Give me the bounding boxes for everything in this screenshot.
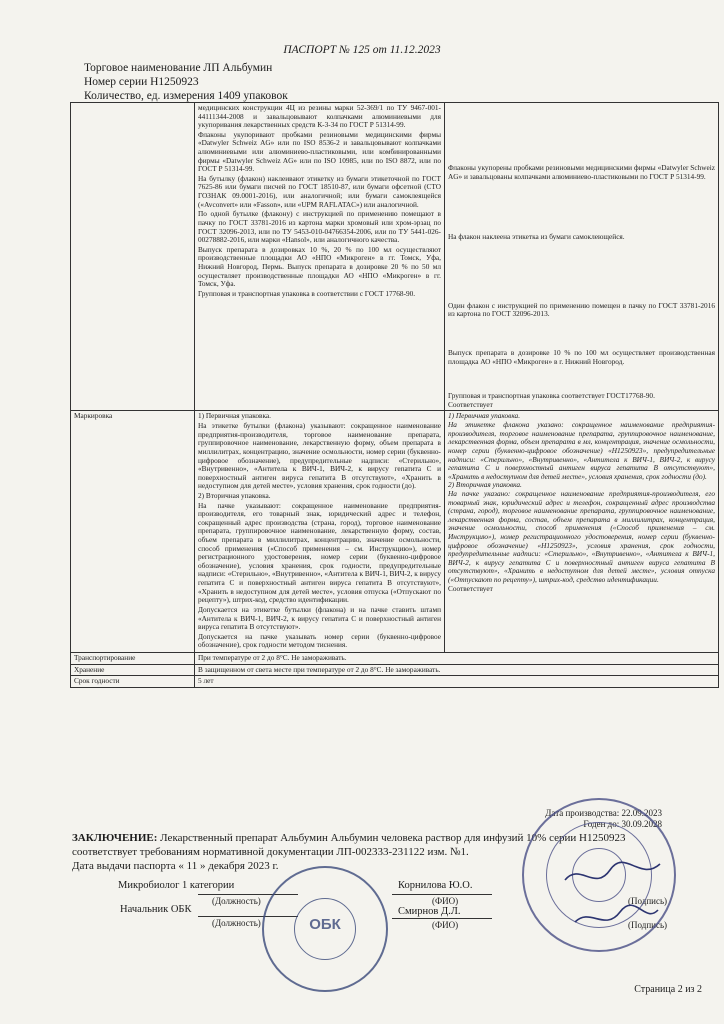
expiry-date: Годен до: 30.09.2028 — [583, 819, 662, 829]
signer2-sign-caption: (Подпись) — [628, 920, 668, 930]
conclusion-heading: ЗАКЛЮЧЕНИЕ: — [72, 832, 158, 844]
packaging-res-p1: Флаконы укупорены пробками резиновыми медицинскими фирмы «Datwyler Schweiz AG» и завальцованы колпачками алюминиево-пластиковыми по ГОСТ Р 51314-99. — [448, 163, 715, 181]
packaging-req-p3: На бутылку (флакон) наклеивают этикетку из бумаги этикеточной по ГОСТ 7625-86 или бумаги писчей по ГОСТ 18510-87, или бумаги офсетной (СТО ГОЗНАК 09.0001-2016), или аналогичной; или бумаги самоклеящейся («Avconvert» или «Fasson», или «UPM RAFLATAC») или аналогичной. — [198, 173, 441, 209]
packaging-res-p3: Один флакон с инструкцией по применению помещен в пачку по ГОСТ 33781-2016 из картона по ГОСТ 32096-2013. — [448, 300, 715, 319]
shelf-life-value: 5 лет — [195, 676, 719, 688]
production-date: Дата производства: 22.09.2023 — [545, 808, 662, 818]
trade-name: Торговое наименование ЛП Альбумин — [84, 62, 273, 74]
packaging-req-p4: По одной бутылке (флакону) с инструкцией по применению помещают в пачку по ГОСТ 33781-2016 из картона марки хромовый или хром-эрзац по ГОСТ 32096-2013, или по ТУ 5453-010-04766354-2006, или по ТУ 5441-026-00278882-2016, или марки «Hansol», или аналогичного качества. — [198, 209, 441, 245]
packaging-res-p2: На флакон наклеена этикетка из бумаги самоклеющейся. — [448, 232, 625, 242]
packaging-res-p4: Выпуск препарата в дозировке 10 % по 100 мл осуществляет производственная площадка АО «НПО «Микроген» в г. Нижний Новгород. — [448, 348, 715, 366]
signer2-position-caption: (Должность) — [212, 918, 261, 928]
marking-res-p5: Соответствует — [448, 583, 493, 593]
storage-value: В защищенном от света месте при температуре от 2 до 8°С. Не замораживать. — [195, 664, 719, 676]
storage-label: Хранение — [71, 664, 195, 676]
obk-stamp-text: ОБК — [309, 916, 341, 933]
packaging-row — [71, 103, 719, 411]
signature-scribbles — [560, 852, 670, 942]
transport-value: При температуре от 2 до 8°С. Не замораживать. — [195, 652, 719, 664]
transport-row — [71, 652, 719, 664]
marking-res-p3: 2) Вторичная упаковка. — [448, 480, 522, 490]
signer1-position: Микробиолог 1 категории — [118, 880, 235, 891]
marking-res-p2: На этикетке флакона указано: сокращенное наименование предприятия-производителя, торговое наименование препарата, группировочное наименование, лекарственная форма, объем препарата в мл, концентрация, значение осмольности, номер серии (буквенно-цифровое обозначение) «Н1250923», предупредительные надписи: «Стерильно», «Внутривенно», «Антитела к ВИЧ-1, ВИЧ-2, к вирусу гепатита С и поверхностный антиген вируса гепатита В отсутствуют», «Хранить в недоступном для детей месте», условия хранения, срок годности (до). — [448, 420, 715, 481]
signer2-position: Начальник ОБК — [120, 904, 192, 915]
marking-label: Маркировка — [71, 411, 195, 652]
marking-req-p1: 1) Первичная упаковка. — [198, 411, 271, 421]
marking-req-p4: На пачке указывают: сокращенное наименование предприятия-производителя, его товарный знак, юридический адрес и телефон, сокращенный адрес производства (страна, город), торговое наименование препарата, группировочное наименование, лекарственную форму, состав, объем препарата в миллилитрах, концентрацию, значение осмольности, способ применения («Способ применения – см. Инструкцию»), номер регистрационного удостоверения, номер серии (буквенно-цифровое обозначение), условия хранения, срок годности, предупредительные надписи: «Стерильно», «Внутривенно», «Антитела к ВИЧ-1, ВИЧ-2, к вирусу гепатита С и поверхностный антиген вируса гепатита В отсутствуют», «Хранить в недоступном для детей месте», условия отпуска («Отпускают по рецепту»), штрих-код, средство идентификации. — [198, 500, 441, 605]
packaging-result — [445, 103, 719, 411]
marking-req-p5: Допускается на этикетке бутылки (флакона) и на пачке ставить штамп «Антитела к ВИЧ-1, ВИЧ-2, к вирусу гепатита С и поверхностный антиген вируса гепатита В отсутствуют». — [198, 604, 441, 632]
packaging-label-cell — [71, 103, 195, 411]
packaging-req-p1: медицинских конструкции 4Ц из резины марки 52-369/1 по ТУ 9467-001-44111344-2008 и завальцовывают колпачками алюминиевыми для укупоривания лекарственных средств К-3-34 по ГОСТ Р 51314-99. — [198, 103, 441, 130]
storage-row — [71, 664, 719, 676]
obk-stamp — [262, 866, 388, 992]
shelf-life-label: Срок годности — [71, 676, 195, 688]
marking-row — [71, 411, 719, 652]
shelf-life-row — [71, 676, 719, 688]
marking-res-p1: 1) Первичная упаковка. — [448, 411, 521, 421]
marking-res-p4: На пачке указано: сокращенное наименование предприятия-производителя, его товарный знак, юридический адрес и телефон, сокращенный адрес производства (страна, город), торговое наименование препарата, группировочное наименование, лекарственная форма, состав, объем препарата в миллилитрах, концентрация, значение осмольности, способ применения («Способ применения – см. Инструкцию»), номер регистрационного удостоверения, номер серии (буквенно-цифровое обозначение) «Н1250923», условия хранения, срок годности, предупредительные надписи: «Стерильно», «Внутривенно», «Антитела к ВИЧ-1, ВИЧ-2, к вирусу гепатита С и поверхностный антиген вируса гепатита В отсутствуют», «Хранить в недоступном для детей месте», условия отпуска («Отпускают по рецепту»), штрих-код, средство идентификации. — [448, 488, 715, 585]
packaging-requirement — [195, 103, 445, 411]
packaging-req-p2: Флаконы укупоривают пробками резиновыми медицинскими фирмы «Datwyler Schweiz AG» или по ISO 8536-2 и завальцовывают колпачками алюминиевыми или алюминиево-пластиковыми, или комбинированными фирмы «Datwyler Schweiz AG» или по ISO 10985, или по ISO 8872, или по ГОСТ Р 51314-99. — [198, 129, 441, 174]
signer1-name-line — [392, 894, 492, 895]
signer2-name: Смирнов Д.Л. — [398, 906, 461, 917]
signer2-name-line — [392, 918, 492, 919]
signer2-name-caption: (ФИО) — [432, 920, 459, 930]
marking-result — [445, 411, 719, 652]
spec-table — [70, 102, 719, 688]
signer1-position-caption: (Должность) — [212, 896, 261, 906]
issue-date: Дата выдачи паспорта « 11 » декабря 2023 г. — [72, 859, 279, 872]
packaging-res-p5: Групповая и транспортная упаковка соответствует ГОСТ17768-90. — [448, 391, 655, 401]
signer1-name: Корнилова Ю.О. — [398, 880, 473, 891]
quantity: Количество, ед. измерения 1409 упаковок — [84, 90, 288, 102]
transport-label: Транспортирование — [71, 652, 195, 664]
marking-req-p3: 2) Вторичная упаковка. — [198, 490, 271, 500]
packaging-req-p6: Групповая и транспортная упаковка в соответствии с ГОСТ 17768-90. — [198, 288, 416, 298]
packaging-req-p5: Выпуск препарата в дозировках 10 %, 20 % по 100 мл осуществляют производственные площадки АО «НПО «Микроген» в гг. Томск, Уфа, Нижний Новгород, Пермь. Выпуск препарата в дозировке 20 % по 50 мл осуществляет производственные площадки АО «НПО «Микроген» в гг. Томск, Уфа. — [198, 244, 441, 289]
marking-req-p6: Допускается на пачке указывать номер серии (буквенно-цифровое обозначение), срок годности методом тиснения. — [198, 631, 441, 650]
conclusion-text: Лекарственный препарат Альбумин Альбумин человека раствор для инфузий 10% серии Н1250923 соответствует требованиям нормативной документации ЛП-002333-231122 изм. №1. — [72, 832, 626, 858]
marking-requirement — [195, 411, 445, 652]
signer1-name-caption: (ФИО) — [432, 896, 459, 906]
passport-title: ПАСПОРТ № 125 от 11.12.2023 — [283, 44, 441, 56]
page-number: Страница 2 из 2 — [634, 984, 702, 995]
packaging-res-p6: Соответствует — [448, 399, 493, 409]
marking-req-p2: На этикетке бутылки (флакона) указывают: сокращенное наименование предприятия-производителя, торговое наименование препарата, группировочное наименование, лекарственную форму, объем препарата в миллилитрах, концентрацию, значение осмольности, номер серии (буквенно-цифровое обозначение), предупредительные надписи: «Стерильно», «Внутривенно», «Антитела к ВИЧ-1, ВИЧ-2, к вирусу гепатита С и поверхностный антиген вируса гепатита В отсутствуют», «Хранить в недоступном для детей месте», условия хранения, срок годности (до). — [198, 421, 441, 491]
series-number: Номер серии Н1250923 — [84, 76, 199, 88]
signer1-sign-caption: (Подпись) — [628, 896, 668, 906]
